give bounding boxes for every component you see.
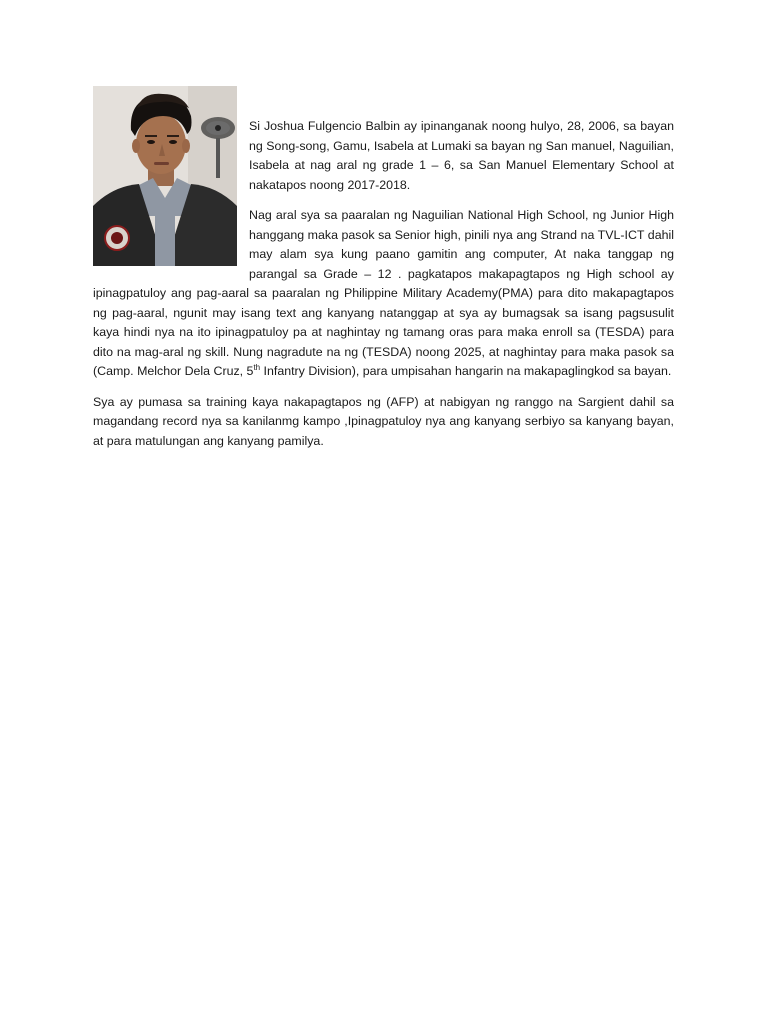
document-body (93, 86, 674, 462)
profile-photo (93, 86, 237, 266)
paragraph-3 (93, 393, 674, 452)
paragraph-3-text: Sya ay pumasa sa training kaya nakapagtapos ng (AFP) at nabigyan ng ranggo na Sargient dahil sa magandang record nya sa kanilanmg kampo ,Ipinagpatuloy nya ang kanyang serbiyo sa kanyang bayan, at para matulungan ang kanyang pamilya. (93, 394, 674, 448)
paragraph-1-text: Si Joshua Fulgencio Balbin ay ipinanganak noong hulyo, 28, 2006, sa bayan ng Song-song, Gamu, Isabela at Lumaki sa bayan ng San manuel, Naguilian, Isabela at nag aral ng grade 1 – 6, sa San Manuel Elementary School at nakatapos noong 2017-2018. (249, 119, 674, 192)
superscript-ordinal: th (253, 363, 261, 372)
paragraph-2-text-after: Infantry Division), para umpisahan hangarin na makapaglingkod sa bayan. (260, 364, 672, 378)
paragraph-2-text-before: Nag aral sya sa paaralan ng Naguilian National High School, ng Junior High hanggang maka pasok sa Senior high, pinili nya ang Strand na TVL-ICT dahil may alam sya kung paano gamitin ang computer, At naka tanggap ng parangal sa Grade – 12 . pagkatapos makapagtapos ng High school ay ipinagpatuloy ang pag-aaral sa paaralan ng Philippine Military Academy(PMA) para dito makapagtapos ng pag-aaral, ngunit may isang text ang kanyang natanggap at sya ay bumagsak sa isang pagsusulit kaya hindi nya na ito ipinagpatuloy pa at naghintay ng tamang oras para maka enroll sa (TESDA) para dito na mag-aral ng skill. Nung nagradute na ng (TESDA) noong 2025, at naghintay para maka pasok sa (Camp. Melchor Dela Cruz, 5 (93, 208, 674, 378)
